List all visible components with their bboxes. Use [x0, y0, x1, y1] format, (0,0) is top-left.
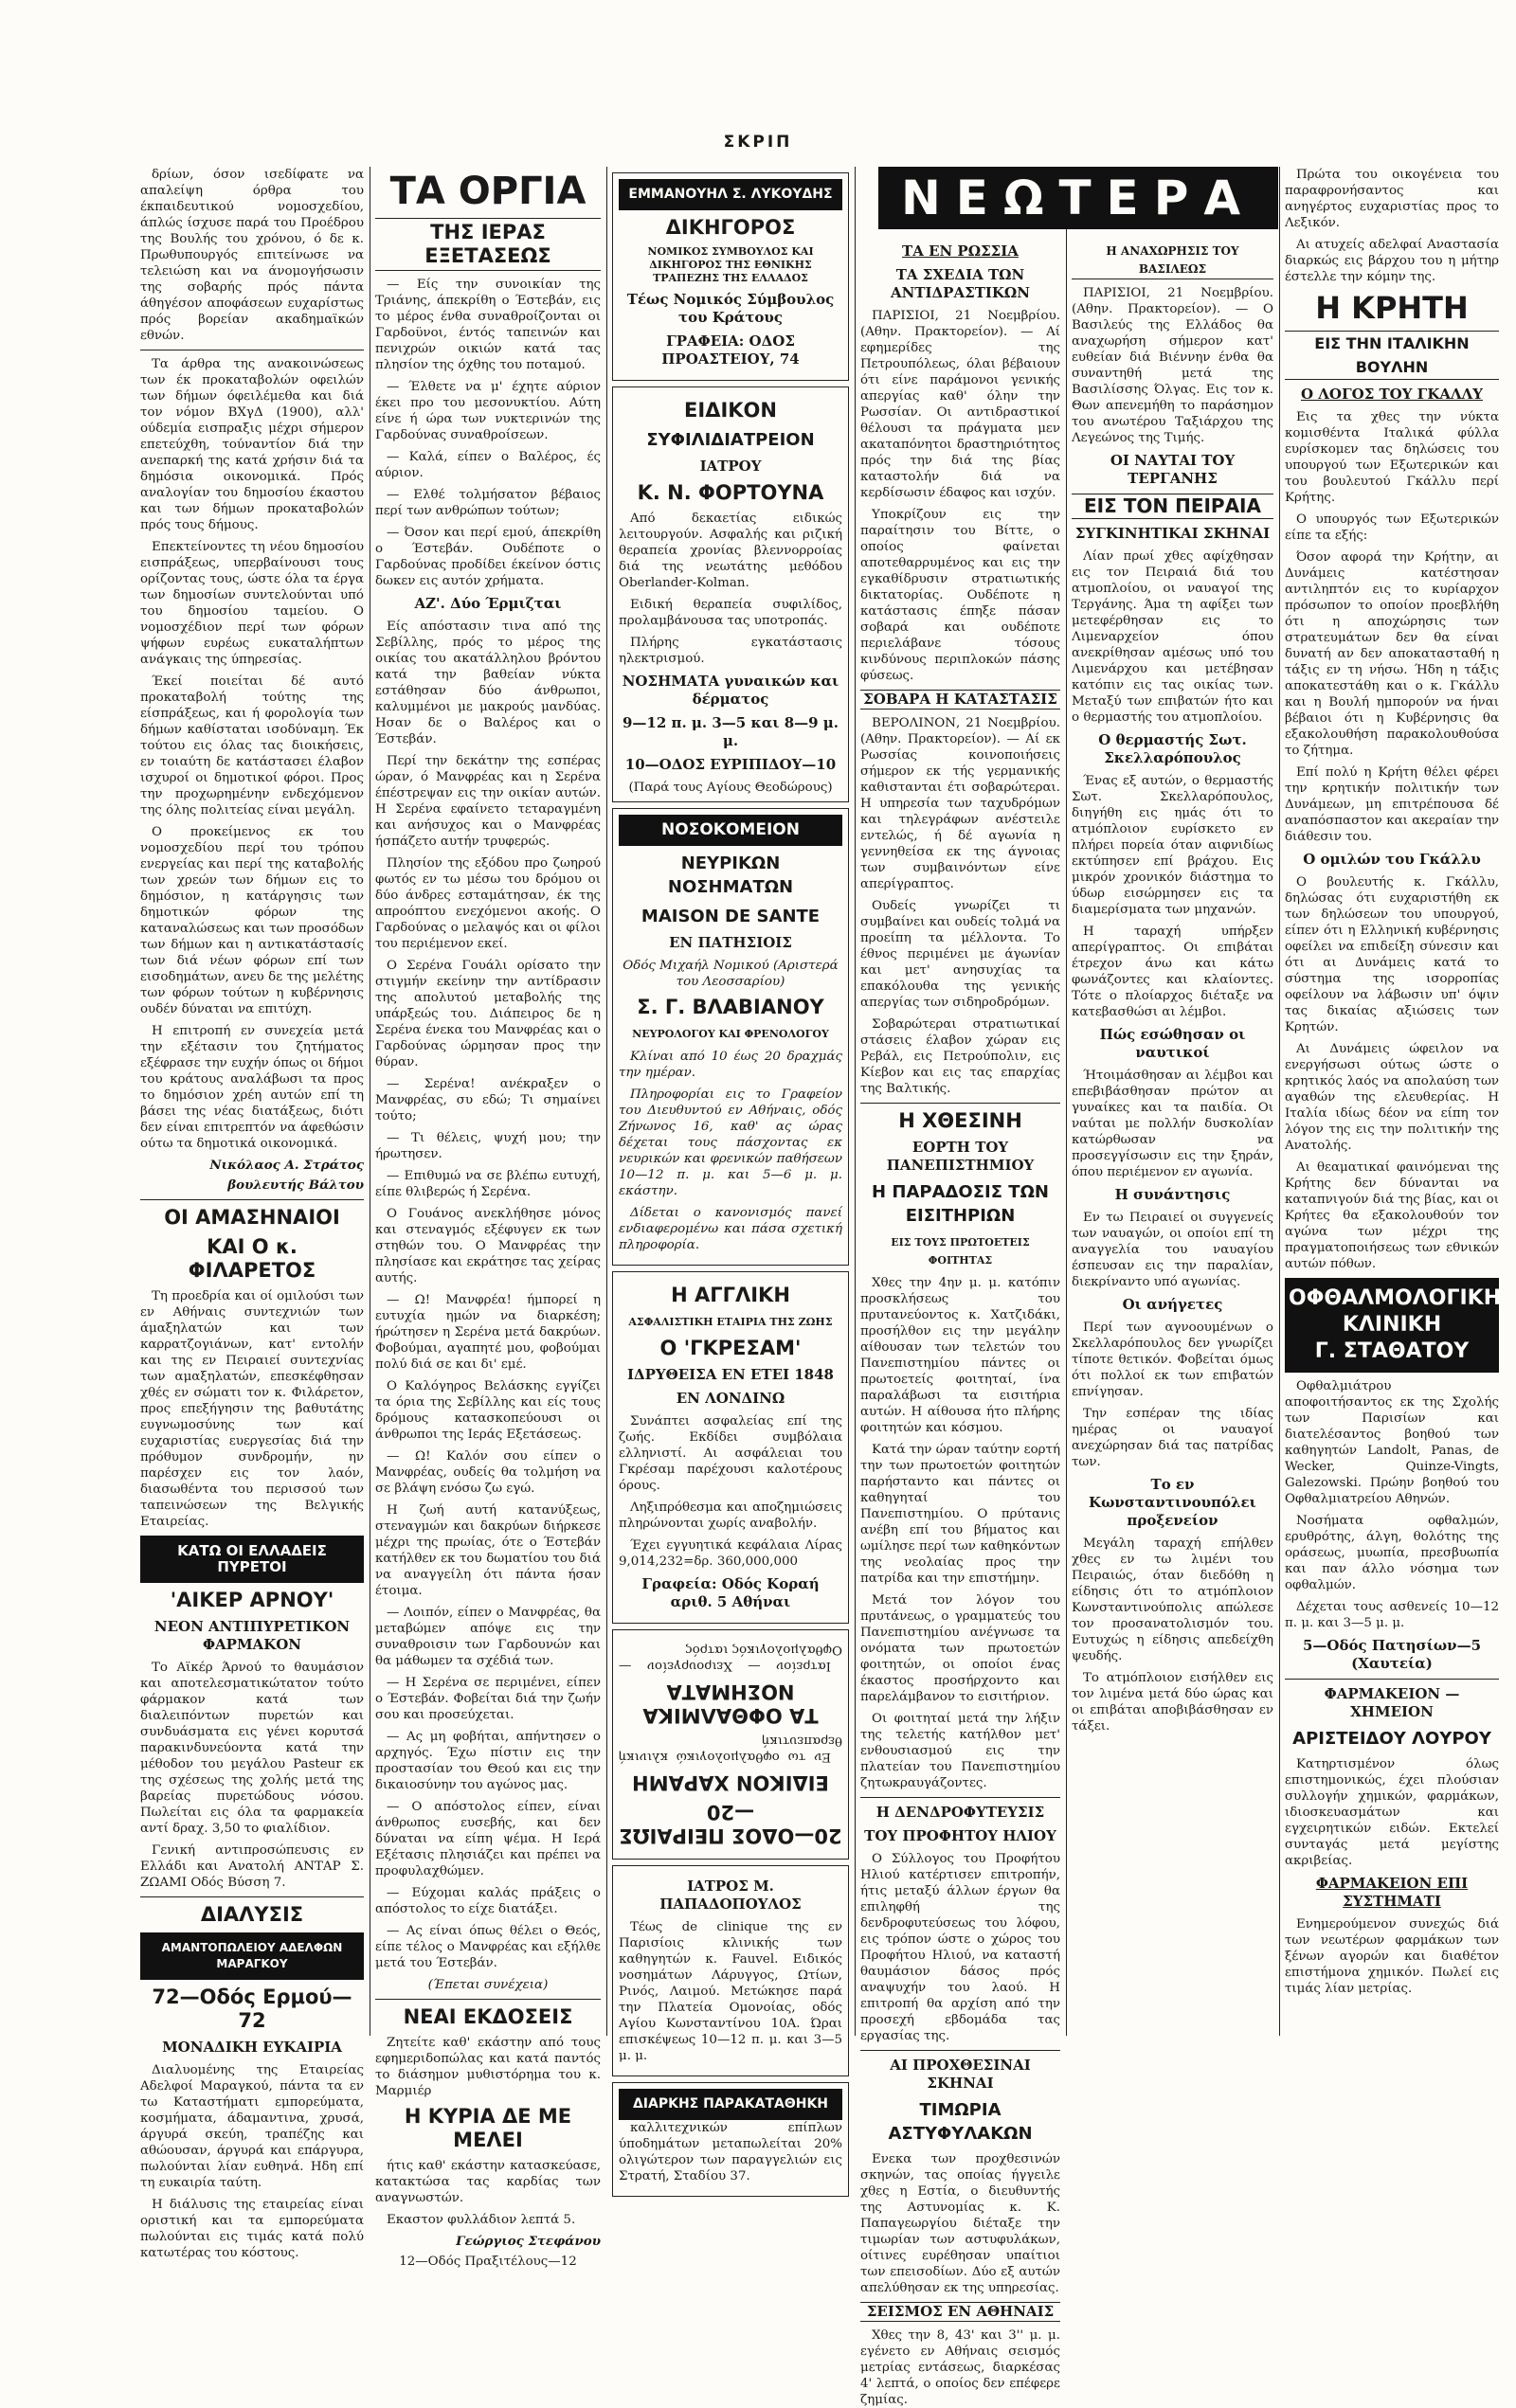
serial-paragraph: Ο Σερένα Γουάλι ορίσατο την στιγμήν εκείνην την αντίδρασιν της απολυτού μεταβολής της υπάρξεώς του. Διάπειρος δε η Σερένα ένεκα του Μανφρέας και ο Γαρδούνας ώρμησαν προς την θύραν. — [375, 959, 601, 1069]
ad-paragraph: Ειδική θεραπεία συφιλίδος, προλαμβάνουσα τας υποτροπάς. — [619, 598, 842, 628]
clinic-address-note: (Παρά τους Αγίους Θεοδώρους) — [628, 781, 833, 795]
news-paragraph: Ήτοιμάσθησαν αι λέμβοι και επεβιβάσθησαν πρώτον αι γυναίκες και τα παιδία. Οι ναύται με πολλήν δυσκολίαν κατώρθωσαν να προσεγγίσωσιν εις την ξηράν, όπου περιέμενον εν αγωνία. — [1072, 1069, 1273, 1179]
book-title: Η ΚΥΡΙΑ ΔΕ ΜΕ ΜΕΛΕΙ — [404, 2105, 572, 2151]
article-paragraph: Τη προεδρία και οί ομιλούσι των εν Αθήναις συντεχνιών των άμαξηλατών και των καρρατζογιάνων, κατ' εντολήν και της εν Πειραιεί συντεχνίας των αμαξηλατών, επεσκέφθησαν χθές εν σώματι τον κ. Φιλάρετον, προς επεξήγησιν της βαθυτάτης ευγνωμοσύνης των καί ευχαριστίας ευεργεσίας διά την πρόθυμον συνδρομήν, ην παρέσχεν εις τον λαόν, διασωθέντα του περισσού των ταπεινώσεων της Βελγικής Εταιρείας. — [140, 1289, 364, 1529]
serial-paragraph: — Η Σερένα σε περιμένει, είπεν ο Έστεβάν. Φοβείται διά την ζωήν σου και προσεύχεται. — [375, 1676, 601, 1722]
ad-paragraph: Από δεκαετίας ειδικώς λειτουργούν. Ασφαλής και ριζική θεραπεία χρονίας βλεννορροίας διά της νεωτάτης μεθόδου Oberlander-Kolman. — [619, 512, 842, 590]
subheadline: ΕΙΣ ΤΟΥΣ ΠΡΩΤΟΕΤΕΙΣ ΦΟΙΤΗΤΑΣ — [891, 1236, 1030, 1267]
ad-deposit — [612, 2082, 849, 2197]
ad-paragraph: ήτις καθ' εκάστην κατασκεύασε, κατακτώσα τας καρδίας των αναγνωστών. — [375, 2159, 601, 2205]
serial-paragraph: — Όσον και περί εμού, άπεκρίθη ο Έστεβάν. Ουδέποτε ο Γαρδούνας προδίδει έκείνον όστις δωκεν εις αυτόν χρήματα. — [375, 526, 601, 588]
news-paragraph: Ουδείς γνωρίζει τι συμβαίνει και ουδείς τολμά να προείπη τα μέλλοντα. Το έθνος περιμένει με άγωνίαν και μετ' ανησυχίας τα επακόλουθα της γενικής απεργίας των σιδηροδρόμων. — [860, 899, 1060, 1010]
ad-lawyer — [612, 172, 849, 381]
subheadline: Το εν Κωνσταντινουπόλει προξενείον — [1089, 1476, 1256, 1529]
article-paragraph: Ο προκείμενος εκ του νομοσχεδίου περί του τρόπου ενεργείας και περί της καταβολής των χρεών των δήμων εις το δημόσιον, η κατάργησις των δημοτικών φόρων της καταναλώσεως και των προσόδων των δήμων και η αντικατάστασίς των διά νέων φόρων επί των εισοδημάτων, ανευ δε της μελέτης των φόρων τούτων η κυβέρνησις ουδέν δύναται να επιτύχη. — [140, 825, 364, 1016]
article-paragraph: Έκεί ποιείται δέ αυτό προκαταβολή τούτης της είσπράξεως, και ή φορολογία των δήμων καθίσταται ισοδύναμη. Έκ τούτου εις όλας τας διοικήσεις, εν τοιαύτη δε κατάστασει έλαβον ισχυροί οι δημοτικοί φόροι. Προς την προχωρημένην ενδεχόμενον της όλης πολιτείας είναι μεγάλη. — [140, 674, 364, 818]
ad-paragraph: Πληροφορίαι εις το Γραφείον του Διευθυντού εν Αθήναις, οδός Ζήνωνος 16, καθ' ας ώρας δέχεται τους πάσχοντας εκ νευρικών και φρενικών παθήσεων 10—12 π. μ. και 5—6 μ. μ. εκάστην. — [619, 1087, 842, 1198]
ad-paragraph: Ζητείτε καθ' εκάστην από τους εφημεριδοπώλας και κατά παντός το διάσημον μυθιστόρημα του κ. Μαρμιέρ — [375, 2036, 601, 2098]
subheadline: ΣΥΓΚΙΝΗΤΙΚΑΙ ΣΚΗΝΑΙ — [1074, 525, 1271, 542]
ad-headline: ΔΙΑΛΥΣΙΣ — [200, 1903, 304, 1926]
news-paragraph: Μετά τον λόγον του πρυτάνεως, ο γραμματεύς του Πανεπιστημίου ανέγνωσε τα ονόματα των πρωτοετών φοιτητών, οι οποίοι ένας έκαστος προσήρχοντο και παρελάμβανον το εισιτήριον. — [860, 1593, 1060, 1704]
news-paragraph: Το ατμόπλοιον εισήλθεν εις τον λιμένα μετά δύο ώρας και οι επιβάται αποβιβάσθησαν εν τάξει. — [1072, 1671, 1273, 1734]
news-paragraph: Χθες την 8, 43' και 3'' μ. μ. εγένετο εν Αθήναις σεισμός μετρίας εντάσεως, διαρκέσας 4' λεπτά, ο οποίος δεν επέφερε ζημίας. — [860, 2328, 1060, 2407]
divider — [375, 1999, 601, 2000]
oph-heading: ΟΦΘΑΛΜΟΛΟΓΙΚΗ — [1289, 1286, 1502, 1310]
hospital-location: ΕΝ ΠΑΤΗΣΙΟΙΣ — [669, 934, 792, 951]
serial-paragraph: — Επιθυμώ να σε βλέπω ευτυχή, είπε θλιβερώς ή Σερένα. — [375, 1169, 601, 1199]
news-paragraph: Υποκρίζουν εις την παραίτησιν του Βίττε, ο οποίος φαίνεται αποτεθαρρυμένος και εις την εγκαθίδρυσιν στρατιωτικής δικτατορίας. Ουδέποτε η κατάστασις έπηξε πάσαν σοβαρά και ουδέποτε περιελάβανε τόσους κινδύνους περιπλοκών πάσης φύσεως. — [860, 508, 1060, 683]
author-role: βουλευτής Βάλτου — [227, 1177, 364, 1193]
hospital-doctor: Σ. Γ. ΒΛΑΒΙΑΝΟΥ — [637, 996, 824, 1018]
headline: Η ΠΑΡΑΔΟΣΙΣ ΤΩΝ ΕΙΣΙΤΗΡΙΩΝ — [872, 1182, 1049, 1226]
hospital-subheading: ΝΕΥΡΙΚΩΝ ΝΟΣΗΜΑΤΩΝ — [667, 854, 794, 897]
newspaper-masthead: ΣΚΡΙΠ — [723, 133, 793, 152]
news-paragraph: Ο υπουργός των Εξωτερικών είπε τα εξής: — [1285, 512, 1499, 543]
serial-paragraph: — Καλά, είπεν ο Βαλέρος, ές αύριον. — [375, 450, 601, 480]
clinic-heading: ΣΥΦΙΛΙΔΙΑΤΡΕΙΟΝ — [646, 430, 815, 450]
ad-upside-down — [612, 1629, 849, 1860]
upside-heading: ΕΙΔΙΚΟΝ ΧΑΡΑΜΗ — [632, 1771, 829, 1794]
insurance-subheading: ΑΣΦΑΛΙΣΤΙΚΗ ΕΤΑΙΡΙΑ ΤΗΣ ΖΩΗΣ — [628, 1316, 833, 1328]
lawyer-name: ΕΜΜΑΝΟΥΗΛ Σ. ΛΥΚΟΥΔΗΣ — [619, 179, 842, 210]
upside-address: 20—ΟΔΟΣ ΠΕΙΡΑΙΩΣ—20 — [619, 1801, 842, 1847]
section-heading: ΤΑ ΕΝ ΡΩΣΣΙΑ — [902, 243, 1019, 260]
news-paragraph: Ο βουλευτής κ. Γκάλλυ, δηλώσας ότι ευχαριστήθη εκ των δηλώσεων του υπουργού, είπεν ότι η Ελληνική κυβέρνησις οφείλει να επιδείξη σύνεσιν και ότι αι Δυνάμεις κατά το σύστημα της ισορροπίας οφείλουν να λάβωσιν υπ' όψιν τας δικαίας αξιώσεις των Κρητών. — [1285, 875, 1499, 1034]
subheadline: Πώς εσώθησαν οι ναυτικοί — [1099, 1026, 1246, 1061]
news-paragraph: Κατά την ώραν ταύτην εορτή την των πρωτοετών φοιτητών παρήσταντο και πάντες οι καθηγηταί του Πανεπιστημίου. Ο πρύτανις ανέβη επί του βήματος και ωμίλησε περί των καθηκόντων της νεολαίας προς την πατρίδα και την επιστήμην. — [860, 1443, 1060, 1586]
column-2 — [375, 167, 601, 2269]
headline: ΕΟΡΤΗ ΤΟΥ ΠΑΝΕΠΙΣΤΗΜΙΟΥ — [886, 1139, 1035, 1174]
news-paragraph: Την εσπέραν της ιδίας ημέρας οι ναυαγοί ανεχώρησαν διά τας πατρίδας των. — [1072, 1407, 1273, 1469]
serial-paragraph: — Σερένα! ανέκραξεν ο Μανφρέας, συ εδώ; Τι σημαίνει τούτο; — [375, 1077, 601, 1123]
clinic-doctor: Κ. Ν. ΦΟΡΤΟΥΝΑ — [637, 481, 824, 504]
hospital-doctor-title: ΝΕΥΡΟΛΟΓΟΥ ΚΑΙ ΦΡΕΝΟΛΟΓΟΥ — [632, 1028, 829, 1040]
headline: ΕΙΣ ΤΗΝ ΙΤΑΛΙΚΗΝ ΒΟΥΛΗΝ — [1285, 331, 1499, 380]
ad-paragraph: Ενημερούμενον συνεχώς διά των νεωτέρων φαρμάκων των ξένων αγορών και διαθέτον επιστήμονα χημικόν. Πωλεί εις τιμάς λίαν μετρίας. — [1285, 1917, 1499, 1996]
ad-paragraph: Συνάπτει ασφαλείας επί της ζωής. Εκδίδει συμβόλαια ελληνιστί. Αι ασφάλειαι του Γκρέσαμ παρέχουσι καλοτέρους όρους. — [619, 1414, 842, 1493]
serial-paragraph: Ο Καλόγηρος Βελάσκης εγγίζει τα όρια της Σεβίλλης και είς τους δρόμους κατασκοπεύουσι οι άνθρωποι της Ιεράς Εξετάσεως. — [375, 1379, 601, 1442]
news-paragraph: Πρώτα του οικογένεια του παραφρονήσαντος και ανηγέρτος ευχαριστίας προς το Λεξικόν. — [1285, 168, 1499, 230]
serial-paragraph: Πλησίον της εξόδου προ ζωηρού φωτός εν τω μέσω του δρόμου οι δύο άνδρες εσταμάτησαν, έκ της απροόπτου ενεχόμενοι ακοής. Ο Γαρδούνας ο μελαψός και οι φίλοι του περιέμενον εκεί. — [375, 856, 601, 951]
divider — [860, 1103, 1060, 1104]
article-paragraph: Επεκτείνοντες τη νέου δημοσίου εισπράξεως, υπερβαίνουσι τους ορίζοντας τους, ώστε όλα τα έργα των δημοσίων συντελούνται υπό του δημοσίου ταμείου. Ο νομοσχέδιον περί των φόρων ψήφων ευρέως ευκαταλήπτων ανάγκαις της ύπηρεσίας. — [140, 540, 364, 667]
serial-paragraph: — Ω! Μανφρέα! ήμπορεί η ευτυχία ημών να διαρκέση; ήρώτησεν η Σερένα μετά δακρύων. Φοβούμαι, αγαπητέ μου, φοβούμαι πολύ διά σε και δι' εμέ. — [375, 1293, 601, 1372]
divider — [860, 2050, 1060, 2051]
column-rule — [606, 167, 607, 2036]
serial-paragraph: — Εύχομαι καλάς πράξεις ο απόστολος το είχε διατάξει. — [375, 1886, 601, 1916]
headline: Η ΚΡΗΤΗ — [1315, 290, 1469, 326]
news-paragraph: Αι ατυχείς αδελφαί Αναστασία διαρκώς εις βάρχου του η μήτηρ έστελλε την κόμην της. — [1285, 238, 1499, 284]
news-paragraph: Χθες την 4ην μ. μ. κατόπιν προσκλήσεως του πρυτανεύοντος κ. Χατζιδάκι, προσήλθον εις την μεγάλην αίθουσαν των τελετών του Πανεπιστημίου πάντες οι πρωτοετείς φοιτηταί, ίνα παραλάβωσι τα εισιτήρια αυτών. Η αίθουσα ήτο πλήρης φοιτητών και κόσμου. — [860, 1276, 1060, 1435]
news-paragraph: Σοβαρώτεραι στρατιωτικαί στάσεις έλαβον χώραν εις Ρεβάλ, εις Πετρούπολιν, εις Κίεβον και εις τας επαρχίας της Βαλτικής. — [860, 1017, 1060, 1096]
serial-subtitle: ΤΗΣ ΙΕΡΑΣ ΕΞΕΤΑΣΕΩΣ — [375, 218, 601, 271]
headline: ΑΙ ΠΡΟΧΘΕΣΙΝΑΙ ΣΚΗΝΑΙ — [890, 2057, 1031, 2092]
ad-ophthalmology-banner — [1285, 1278, 1502, 1373]
upside-paragraph: Εν τω οφθαλμολογικώ κλινική θεραπευτική — [619, 1734, 842, 1764]
serial-paragraph: — Ελθέ τολμήσατον βέβαιος περί των ανθρώπων τούτων; — [375, 488, 601, 518]
column-1 — [140, 167, 364, 2260]
ad-hospital — [612, 808, 849, 1266]
divider — [1285, 1679, 1499, 1680]
ad-banner: ΚΑΤΩ ΟΙ ΕΛΛΑΔΕΙΣ ΠΥΡΕΤΟΙ — [140, 1536, 364, 1583]
ad-paragraph: Πλήρης εγκατάστασις ηλεκτρισμού. — [619, 636, 842, 666]
news-paragraph: Ενεκα των προχθεσινών σκηνών, τας οποίας ήγγειλε χθες η Εστία, ο διευθυντής της Αστυνομίας κ. Κ. Παπαγεωργίου διέταξε την τιμωρίαν των αστυφυλάκων, οίτινες ευρέθησαν υπαίτιοι των επεισοδίων. Δύο εξ αυτών απελύθησαν εκ της υπηρεσίας. — [860, 2152, 1060, 2295]
chapter-heading: ΑΖ'. Δύο Έρμιζται — [414, 595, 562, 612]
headline: Η ΑΝΑΧΩΡΗΣΙΣ ΤΟΥ ΒΑΣΙΛΕΩΣ — [1072, 243, 1273, 279]
ad-paragraph: Εκαστον φυλλάδιον λεπτά 5. — [387, 2213, 576, 2227]
pharmacy-heading: ΦΑΡΜΑΚΕΙΟΝ — ΧΗΜΕΙΟΝ — [1324, 1685, 1460, 1720]
ad-paragraph: Γενική αντιπροσώπευσις εν Ελλάδι και Ανατολή ΑΝΤΑΡ Σ. ΖΩΑΜΙ Οδός Βύσση 7. — [140, 1843, 364, 1890]
subheadline: Ο θερμαστής Σωτ. Σκελλαρόπουλος — [1098, 731, 1247, 766]
lawyer-title: ΔΙΚΗΓΟΡΟΣ — [665, 216, 796, 239]
headline: ΟΙ ΝΑΥΤΑΙ ΤΟΥ ΤΕΡΓΑΝΗΣ — [1110, 452, 1236, 487]
serial-paragraph: — Λοιπόν, είπεν ο Μανφρέας, θα μεταβώμεν απόψε εις την συναθροισιν των Γαρδουνών και θα μάθωμεν τα σχέδιά των. — [375, 1606, 601, 1668]
publisher-name: Γεώργιος Στεφάνου — [456, 2234, 601, 2249]
clinic-address: 10—ΟΔΟΣ ΕΥΡΙΠΙΔΟΥ—10 — [624, 756, 837, 773]
ad-paragraph: Νοσήματα οφθαλμών, ερυθρότης, άλγη, θολότης της οράσεως, μυωπία, πρεσβυωπία και παν άλλο νόσημα των οφθαλμών. — [1285, 1514, 1499, 1592]
subheadline: Ο ομιλών του Γκάλλυ — [1303, 851, 1481, 868]
ad-insurance — [612, 1271, 849, 1624]
headline: ΟΙ ΑΜΑΣΗΝΑΙΟΙ — [164, 1206, 340, 1229]
hospital-name: MAISON DE SANTE — [641, 907, 821, 926]
news-paragraph: Περί των αγνοουμένων ο Σκελλαρόπουλος δεν γνωρίζει τίποτε θετικόν. Φοβείται όμως ότι πολλοί εκ των επιβατών επνίγησαν. — [1072, 1321, 1273, 1399]
divider — [140, 1199, 364, 1200]
insurance-founded: ΙΔΡΥΘΕΙΣΑ ΕΝ ΕΤΕΙ 1848 — [626, 1366, 834, 1383]
ad-paragraph: καλλιτεχνικών επίπλων ύποδημάτων μεταπωλείται 20% ολιγώτερον των παραγγελιών εις Στρατή, Σταδίου 37. — [619, 2121, 842, 2183]
pharmacy-subheading: ΦΑΡΜΑΚΕΙΟΝ ΕΠΙ ΣΥΣΤΗΜΑΤΙ — [1315, 1875, 1469, 1910]
divider — [140, 1896, 364, 1897]
latest-news-banner: ΝΕΩΤΕΡΑ — [878, 167, 1278, 229]
hospital-address: Οδός Μιχαήλ Νομικού (Αριστερά του Λεοσσαρίου) — [623, 959, 839, 989]
ad-paragraph: Το Αϊκέρ Άρνού το θαυμάσιον και αποτελεσματικώτατον τούτο φάρμακον κατά των διαλειπόντων πυρετών και συνδυάσματα εις γένει κορυτσά παρακινδυνεύοντα κατά την μέθοδον του μεγάλου Pasteur εκ της σχέσεως της χολής μετά της βαρείας πυρετώδους νόσου. Πωλείται εις όλα τα φαρμακεία αντί δραχ. 3,50 το φιαλίδιον. — [140, 1661, 364, 1836]
headline: ΤΑ ΣΧΕΔΙΑ ΤΩΝ ΑΝΤΙΔΡΑΣΤΙΚΩΝ — [891, 266, 1030, 301]
ad-address: 72—Οδός Ερμού—72 — [152, 1986, 352, 2032]
headline: Η ΧΘΕΣΙΝΗ — [898, 1109, 1022, 1132]
lawyer-former-role: Τέως Νομικός Σύμβουλος του Κράτους — [626, 291, 835, 326]
section-heading: ΝΕΑΙ ΕΚΔΟΣΕΙΣ — [403, 2005, 573, 2028]
subheadline: Ο ΛΟΓΟΣ ΤΟΥ ΓΚΑΛΛΥ — [1300, 386, 1483, 403]
news-paragraph: Ένας εξ αυτών, ο θερμαστής Σωτ. Σκελλαρόπουλος, διηγήθη εις ημάς ότι το ατμόπλοιον ευρίσκετο εν πλήρει πορεία όταν αιφνιδίως εκτύπησεν επί βράχου. Εις μικρόν χρονικόν διάστημα το ύδωρ εισώρμησεν εις τα διαμερίσματα των μηχανών. — [1072, 774, 1273, 917]
news-paragraph: Η ταραχή υπήρξεν απερίγραπτος. Οι επιβάται έτρεχον άνω και κάτω φωνάζοντες και κλαίοντες. Τότε ο πλοίαρχος διέταξε να κατεβασθώσι αι λέμβοι. — [1072, 925, 1273, 1019]
ad-paragraph: Η διάλυσις της εταιρείας είναι οριστική και τα εμπορεύματα πωλούνται εις τιμάς κατά πολύ κατωτέρας του κόστους. — [140, 2198, 364, 2260]
divider — [860, 1797, 1060, 1798]
column-rule — [1066, 167, 1067, 2036]
lawyer-subtitle: ΝΟΜΙΚΟΣ ΣΥΜΒΟΥΛΟΣ ΚΑΙ ΔΙΚΗΓΟΡΟΣ ΤΗΣ ΕΘΝΙΚΗΣ ΤΡΑΠΕΖΗΣ ΤΗΣ ΕΛΛΑΔΟΣ — [647, 245, 814, 284]
deposit-heading: ΔΙΑΡΚΗΣ ΠΑΡΑΚΑΤΑΘΗΚΗ — [619, 2089, 842, 2120]
clinic-specialty: ΝΟΣΗΜΑΤΑ γυναικών και δέρματος — [622, 673, 839, 708]
upside-paragraph: Ιατρείον — Χειρουργείον — Οφθαλμολογικός ιατρός — [619, 1643, 842, 1673]
ad-headline: 'ΑΙΚΕΡ ΑΡΝΟΥ' — [170, 1589, 334, 1611]
serial-paragraph: — Έλθετε να μ' έχητε αύριον έκει προ του μεσονυκτίου. Αύτη είνε ή ώρα των νυκτερινών της Γαρδούνας συναθροίσεων. — [375, 380, 601, 442]
subheadline: Οι ανήγετες — [1122, 1296, 1223, 1313]
article-paragraph: Τα άρθρα της ανακοινώσεως των έκ προκαταβολών οφειλών των δήμων όφειλέμεθα και διά τον νόμον ΒΧγΔ (1900), αλλ' ούδεμία εισπραξις μέχρι σήμερον επετεύχθη, τούναντίον διά την ανεπαρκή της κατά χρήσιν διά τα δημόσια οικονομικά. Πρός αναλογίαν του δημοσίου έκαστου και των δήμων προκαταβολών πρός τους δήμους. — [140, 357, 364, 532]
subheadline: Η συνάντησις — [1114, 1186, 1231, 1203]
column-4 — [860, 237, 1060, 2407]
serial-paragraph: — Ας είναι όπως θέλει ο Θεός, είπε τέλος ο Μανφρέας και εξήλθε μετά του Έστεβάν. — [375, 1924, 601, 1970]
ad-paragraph: Ληξιπρόθεσμα και αποζημιώσεις πληρώνονται χωρίς αναβολήν. — [619, 1501, 842, 1531]
insurance-address: Γραφεία: Οδός Κοραή αριθ. 5 Αθήναι — [641, 1575, 820, 1610]
article-paragraph: Η επιτροπή εν συνεχεία μετά την εξέτασιν του ζητήματος εξέφρασε την ευχήν όπως οι δήμοι του κράτους αναλάβωσι τα προς το δημόσιον χρέη αυτών επί τη βάσει της νέας διατάξεως, διότι δεν είναι επιτρεπτόν να άφεθώσιν ούτω τα δημοτικά οικονομικά. — [140, 1024, 364, 1151]
news-paragraph: Επί πολύ η Κρήτη θέλει φέρει την κρητικήν πολιτικήν των Δυνάμεων, μη επιτρέπουσα δέ αναπόσπαστον και ακεραίαν την διάθεσιν του. — [1285, 765, 1499, 844]
insurance-heading: Η ΑΓΓΛΙΚΗ — [671, 1284, 790, 1306]
ad-banner: ΑΜΑΝΤΟΠΩΛΕΙΟΥ ΑΔΕΛΦΩΝ ΜΑΡΑΓΚΟΥ — [140, 1932, 364, 1980]
news-paragraph: Εις τα χθες την νύκτα κομισθέντα Ιταλικά φύλλα ευρίσκομεν τας δηλώσεις του υπουργού των Εξωτερικών και του βουλευτού Γκάλλυ περί Κρήτης. — [1285, 410, 1499, 505]
article-paragraph: δρίων, όσον ισεδίφατε να απαλείψη όρθρα του έκπαιδευτικού νομοσχεδίου, άπλώς ίσχυσε παρά του Προέδρου της Βουλής του χρόνου, ό δε κ. Πρωθυπουργός επιτείνωσε να τελειώση και να άνομογήσωσιν της σοβαρής πρός πάντα άθηγέσον αποφάσεων ευχαρίστως πρός βορείαν ακαδημαϊκών εθνών. — [140, 168, 364, 343]
serial-paragraph: Ο Γουάνος ανεκλήθησε μόνος και στεναγμός εξέφυγεν εκ των στηθών του. Ο Μανφρέας την πλησίασε και εκράτησε τας χείρας αυτής. — [375, 1207, 601, 1285]
serial-paragraph: — Ας μη φοβήται, απήντησεν ο αρχηγός. Έχω πίστιν εις την προστασίαν του Θεού και εις την δικαιοσύνην του αγώνος μας. — [375, 1730, 601, 1792]
serial-paragraph: — Είς την συνοικίαν της Τριάνης, άπεκρίθη ο Έστεβάν, εις το μέρος ένθα συναθροίζονται οι Γαρδοϋνοι, έντός ταπεινών και πενιχρών οικιών κατά τας πλησίον της όχθης του ποταμού. — [375, 278, 601, 372]
news-paragraph: ΒΕΡΟΛΙΝΟΝ, 21 Νοεμβρίου. (Αθην. Πρακτορείον). — Αί εκ Ρωσσίας κοινοποιήσεις σήμερον εκ τής γερμανικής καθιστανται έτι σοβαρώτεραι. Η υπηρεσία των ταχυδρόμων και τηλεγράφων ανέστειλε εντελώς, ή δέ αγωνία η γεννηθείσα εκ της άγνοιας των συμβαινόντων είνε απερίγραπτος. — [860, 716, 1060, 891]
serial-title: ΤΑ ΟΡΓΙΑ — [389, 170, 587, 213]
ad-paragraph: Κατηρτισμένον όλως επιστημονικώς, έχει πλούσιαν συλλογήν χημικών, φαρμάκων, ιδιοσκευασμάτων και εγχειρητικών ειδών. Εκτελεί συνταγάς μετά μεγίστης ακριβείας. — [1285, 1757, 1499, 1868]
serial-paragraph: — Τι θέλεις, ψυχή μου; την ήρωτησεν. — [375, 1131, 601, 1161]
ad-paragraph: Διαλυομένης της Εταιρείας Αδελφοί Μαραγκού, πάντα τα εν τω Καταστήματι εμπορεύματα, κοσμήματα, άδαμαντινα, χρυσά, άργυρά σκεύη, τραπέζης και αθώουσαν, άργυρά και επάργυρα, πωλούνται λίαν ευθηνά. Ηδη επί τη ευκαιρία ταύτη. — [140, 2063, 364, 2190]
headline: ΤΙΜΩΡΙΑ ΑΣΤΥΦΥΛΑΚΩΝ — [888, 2100, 1033, 2144]
column-rule — [1279, 167, 1280, 2036]
lawyer-address: ΓΡΑΦΕΙΑ: ΟΔΟΣ ΠΡΟΑΣΤΕΙΟΥ, 74 — [661, 332, 800, 368]
oph-heading: ΚΛΙΝΙΚΗ — [1342, 1313, 1442, 1337]
ad-paragraph: Κλίναι από 10 έως 20 δραχμάς την ημέραν. — [619, 1050, 842, 1080]
ad-paragraph: Δέχεται τους ασθενείς 10—12 π. μ. και 3—5 μ. μ. — [1285, 1600, 1499, 1630]
news-paragraph: Μεγάλη ταραχή επήλθεν χθες εν τω λιμένι του Πειραιώς, όταν διεδόθη η είδησις ότι το ατμόπλοιον Κωνσταντινούπολις απώλεσε τον προσανατολισμόν του. Ευτυχώς η είδησις απεδείχθη ψευδής. — [1072, 1536, 1273, 1663]
news-paragraph: ΠΑΡΙΣΙΟΙ, 21 Νοεμβρίου. (Αθην. Πρακτορείον). — Αί εφημερίδες της Πετρουπόλεως, όλαι βέβαιουν ότι είνε παράμονοι γενικής απεργίας καθ' όλην την Ρωσσίαν. Οι αντιδραστικοί θέλουσι τα πράγματα μεν ακαταπόνητοι δραστηριότητος πρός την διά της βίας καταστολήν διά να κερδίσωσιν έδαφος και ισχύν. — [860, 309, 1060, 500]
ad-paragraph: Έχει εγγυητικά κεφάλαια Λίρας 9,014,232=δρ. 360,000,000 — [619, 1538, 842, 1569]
upside-heading: ΤΑ ΟΦΘΑΛΜΙΚΑ ΝΟΣΗΜΑΤΑ — [642, 1680, 819, 1727]
headline: ΣΕΙΣΜΟΣ ΕΝ ΑΘΗΝΑΙΣ — [860, 2302, 1060, 2322]
ad-doctor — [612, 1865, 849, 2076]
headline: Η ΔΕΝΔΡΟΦΥΤΕΥΣΙΣ — [875, 1804, 1045, 1821]
news-paragraph: Λίαν πρωί χθες αφίχθησαν εις τον Πειραιά διά του ατμοπλοίου, οι ναυαγοί της Τεργάνης. Άμα τη αφίξει των μετεφέρθησαν εις το Λιμεναρχείον όπου ανεκρίθησαν αμέσως υπό του Λιμενάρχου και μετέβησαν κατόπιν εις τας οικίας των. Μεταξύ των επιβατών ήτο και ο θερμαστής του ατμοπλοίου. — [1072, 549, 1273, 725]
insurance-city: ΕΝ ΛΟΝΔΙΝΩ — [676, 1390, 785, 1407]
serial-paragraph: — Ο απόστολος είπεν, είναι άνθρωπος ευσεβής, και δεν δύναται να είπη ψέμα. Η Ιερά Εξέτασις πλησιάζει και πρέπει να προφυλαχθώμεν. — [375, 1800, 601, 1878]
column-rule — [855, 167, 856, 2036]
ad-paragraph: Οφθαλμιάτρου αποφοιτήσαντος εκ της Σχολής των Παρισίων και διατελέσαντος βοηθού των καθηγητών Landolt, Panas, de Wecker, Quinze-Vingts, Galezowski. Πρώην βοηθού του Οφθαλμιατρείου Αθηνών. — [1285, 1379, 1499, 1506]
serial-paragraph: Η ζωή αυτή κατανύξεως, στεναγμών και δακρύων διήρκεσε μέχρι της πρωίας, ότε ο Έστεβάν κατήλθεν εκ του δωματίου του διά να αναγγείλη ότι πάντα ήσαν έτοιμα. — [375, 1503, 601, 1598]
pharmacy-name: ΑΡΙΣΤΕΙΔΟΥ ΛΟΥΡΟΥ — [1292, 1729, 1491, 1749]
news-paragraph: Αι θεαματικαί φαινόμεναι της Κρήτης δεν δύνανται να καταπνιγούν διά της βίας, και οι Κρήτες θα εξακολουθούν τον αγώνα των μέχρι της πραγματοποιήσεως των εθνικών αυτών πόθων. — [1285, 1160, 1499, 1271]
oph-address: 5—Οδός Πατησίων—5 (Χαυτεία) — [1302, 1637, 1482, 1672]
column-6 — [1285, 167, 1502, 2036]
ad-clinic — [612, 386, 849, 802]
doctor-heading: ΙΑΤΡΟΣ Μ. ΠΑΠΑΔΟΠΟΥΛΟΣ — [659, 1878, 802, 1913]
news-paragraph: ΠΑΡΙΣΙΟΙ, 21 Νοεμβρίου. (Αθην. Πρακτορείον). — Ο Βασιλεύς της Ελλάδος θα αναχωρήση σήμερον κατ' ευθείαν διά Βιέννην ένθα θα συναντηθή μετά της Βασιλίσσης Όλγας. Εις τον κ. Θων απενεμήθη το παράσημον του ανωτέρου Ταξιάρχου της Λεγεώνος της Τιμής. — [1072, 286, 1273, 445]
headline: ΚΑΙ Ο κ. ΦΙΛΑΡΕΤΟΣ — [188, 1235, 316, 1282]
ad-paragraph: Τέως de clinique της εν Παρισίοις κλινικής των καθηγητών κ. Fauvel. Ειδικός νοσημάτων Λάρυγγος, Ωτίων, Ρινός, Λαιμού. Μετώκησε παρά την Πλατεία Ομονοίας, οδός Αγίου Κωνσταντίνου 10Α. Ώραι επισκέψεως 10—12 π. μ. και 3—5 μ. μ. — [619, 1920, 842, 2063]
publisher-address: 12—Οδός Πραξιτέλους—12 — [399, 2255, 577, 2269]
clinic-heading: ΕΙΔΙΚΟΝ — [684, 399, 777, 422]
headline: ΕΙΣ ΤΟΝ ΠΕΙΡΑΙΑ — [1072, 494, 1273, 519]
column-5 — [1072, 237, 1273, 2036]
serial-paragraph: Είς απόστασιν τινα από της Σεβίλλης, πρός το μέρος της οικίας του ακατάλληλου βρόντου κατά την βαθείαν νύκτα εστάθησαν δύο άνθρωποι, καλυμμένοι με μακρούς μανδύας. Ησαν δε ο Βαλέρος και ο Έστεβάν. — [375, 620, 601, 746]
hospital-heading: ΝΟΣΟΚΟΜΕΙΟΝ — [619, 815, 842, 846]
insurance-name: Ο 'ΓΚΡΕΣΑΜ' — [659, 1337, 802, 1359]
column-3 — [612, 167, 849, 2183]
news-paragraph: Εν τω Πειραιεί οι συγγενείς των ναυαγών, οι οποίοι επί τη αναγγελία του ναυαγίου έσπευσαν εις την παραλίαν, διεκρίναντο υπό αγωνίας. — [1072, 1211, 1273, 1289]
ad-tagline: ΜΟΝΑΔΙΚΗ ΕΥΚΑΙΡΙΑ — [162, 2039, 342, 2056]
author-signature: Νικόλαος Α. Στράτος — [209, 1158, 364, 1173]
news-paragraph: Ο Σύλλογος του Προφήτου Ηλιού κατέρτισεν επιτροπήν, ήτις μεταξύ άλλων έργων θα επιληφθή της δενδροφυτεύσεως του λόφου, εις τρόπον ώστε ο χώρος του Προφήτου Ηλιού, να καταστή θαυμάσιον δάσος πρός αναψυχήν του λαού. Η επιτροπή θα αρχίση από την προσεχή εβδομάδα τας εργασίας της. — [860, 1852, 1060, 2043]
headline: ΤΟΥ ΠΡΟΦΗΤΟΥ ΗΛΙΟΥ — [864, 1827, 1056, 1844]
clinic-hours: 9—12 π. μ. 3—5 και 8—9 μ. μ. — [622, 714, 839, 749]
serial-paragraph: — Ω! Καλόν σου είπεν ο Μανφρέας, ουδείς θα τολμήση να σε βλάψη ενόσω ζω εγώ. — [375, 1449, 601, 1496]
ad-subheadline: ΝΕΟΝ ΑΝΤΙΠΥΡΕΤΙΚΟΝ ΦΑΡΜΑΚΟΝ — [153, 1618, 351, 1653]
continued-note: (Έπεται συνέχεια) — [427, 1978, 549, 1992]
oph-doctor: Γ. ΣΤΑΘΑΤΟΥ — [1314, 1339, 1470, 1363]
news-paragraph: Όσον αφορά την Κρήτην, αι Δυνάμεις κατέστησαν αντιληπτόν εις το κυρίαρχον πρόσωπον το οποίον προεβλήθη ότι η αποχώρησις των στρατευμάτων δεν θα είναι δυνατή αν δεν αποκατασταθή η τάξις εν τη νήσω. Ήδη η τάξις αποκατεστάθη και ο κ. Γκάλλυ και η Βουλή ημπορούν να ήναι βέβαιοι ότι η Κυβέρνησις θα εξακολουθήση παρακολουθούσα το ζήτημα. — [1285, 550, 1499, 758]
clinic-heading: ΙΑΤΡΟΥ — [699, 458, 762, 475]
news-paragraph: Αι Δυνάμεις ώφειλον να ενεργήσωσι ούτως ώστε ο κρητικός λαός να απολαύση των αγαθών της ελευθερίας. Η Ιταλία ιδίως δέον να είπη τον λόγον της εις την πολιτικήν της Ανατολής. — [1285, 1042, 1499, 1153]
news-paragraph: Οι φοιτηταί μετά την λήξιν της τελετής κατήλθον μετ' ενθουσιασμού εις την πλατείαν του Πανεπιστημίου ζητωκραυγάζοντες. — [860, 1712, 1060, 1790]
serial-paragraph: Περί την δεκάτην της εσπέρας ώραν, ό Μανφρέας και η Σερένα έπέστρεψαν εις την οικίαν αυτών. Η Σερένα εφαίνετο τεταραγμένη και ανήσυχος και ο Μανφρέας ήσπάζετο αυτήν τρυφερώς. — [375, 754, 601, 849]
headline: ΣΟΒΑΡΑ Η ΚΑΤΑΣΤΑΣΙΣ — [860, 690, 1060, 710]
ad-paragraph: Δίδεται ο κανονισμός πανεί ενδιαφερομένω και πάσα σχετική πληροφορία. — [619, 1206, 842, 1252]
